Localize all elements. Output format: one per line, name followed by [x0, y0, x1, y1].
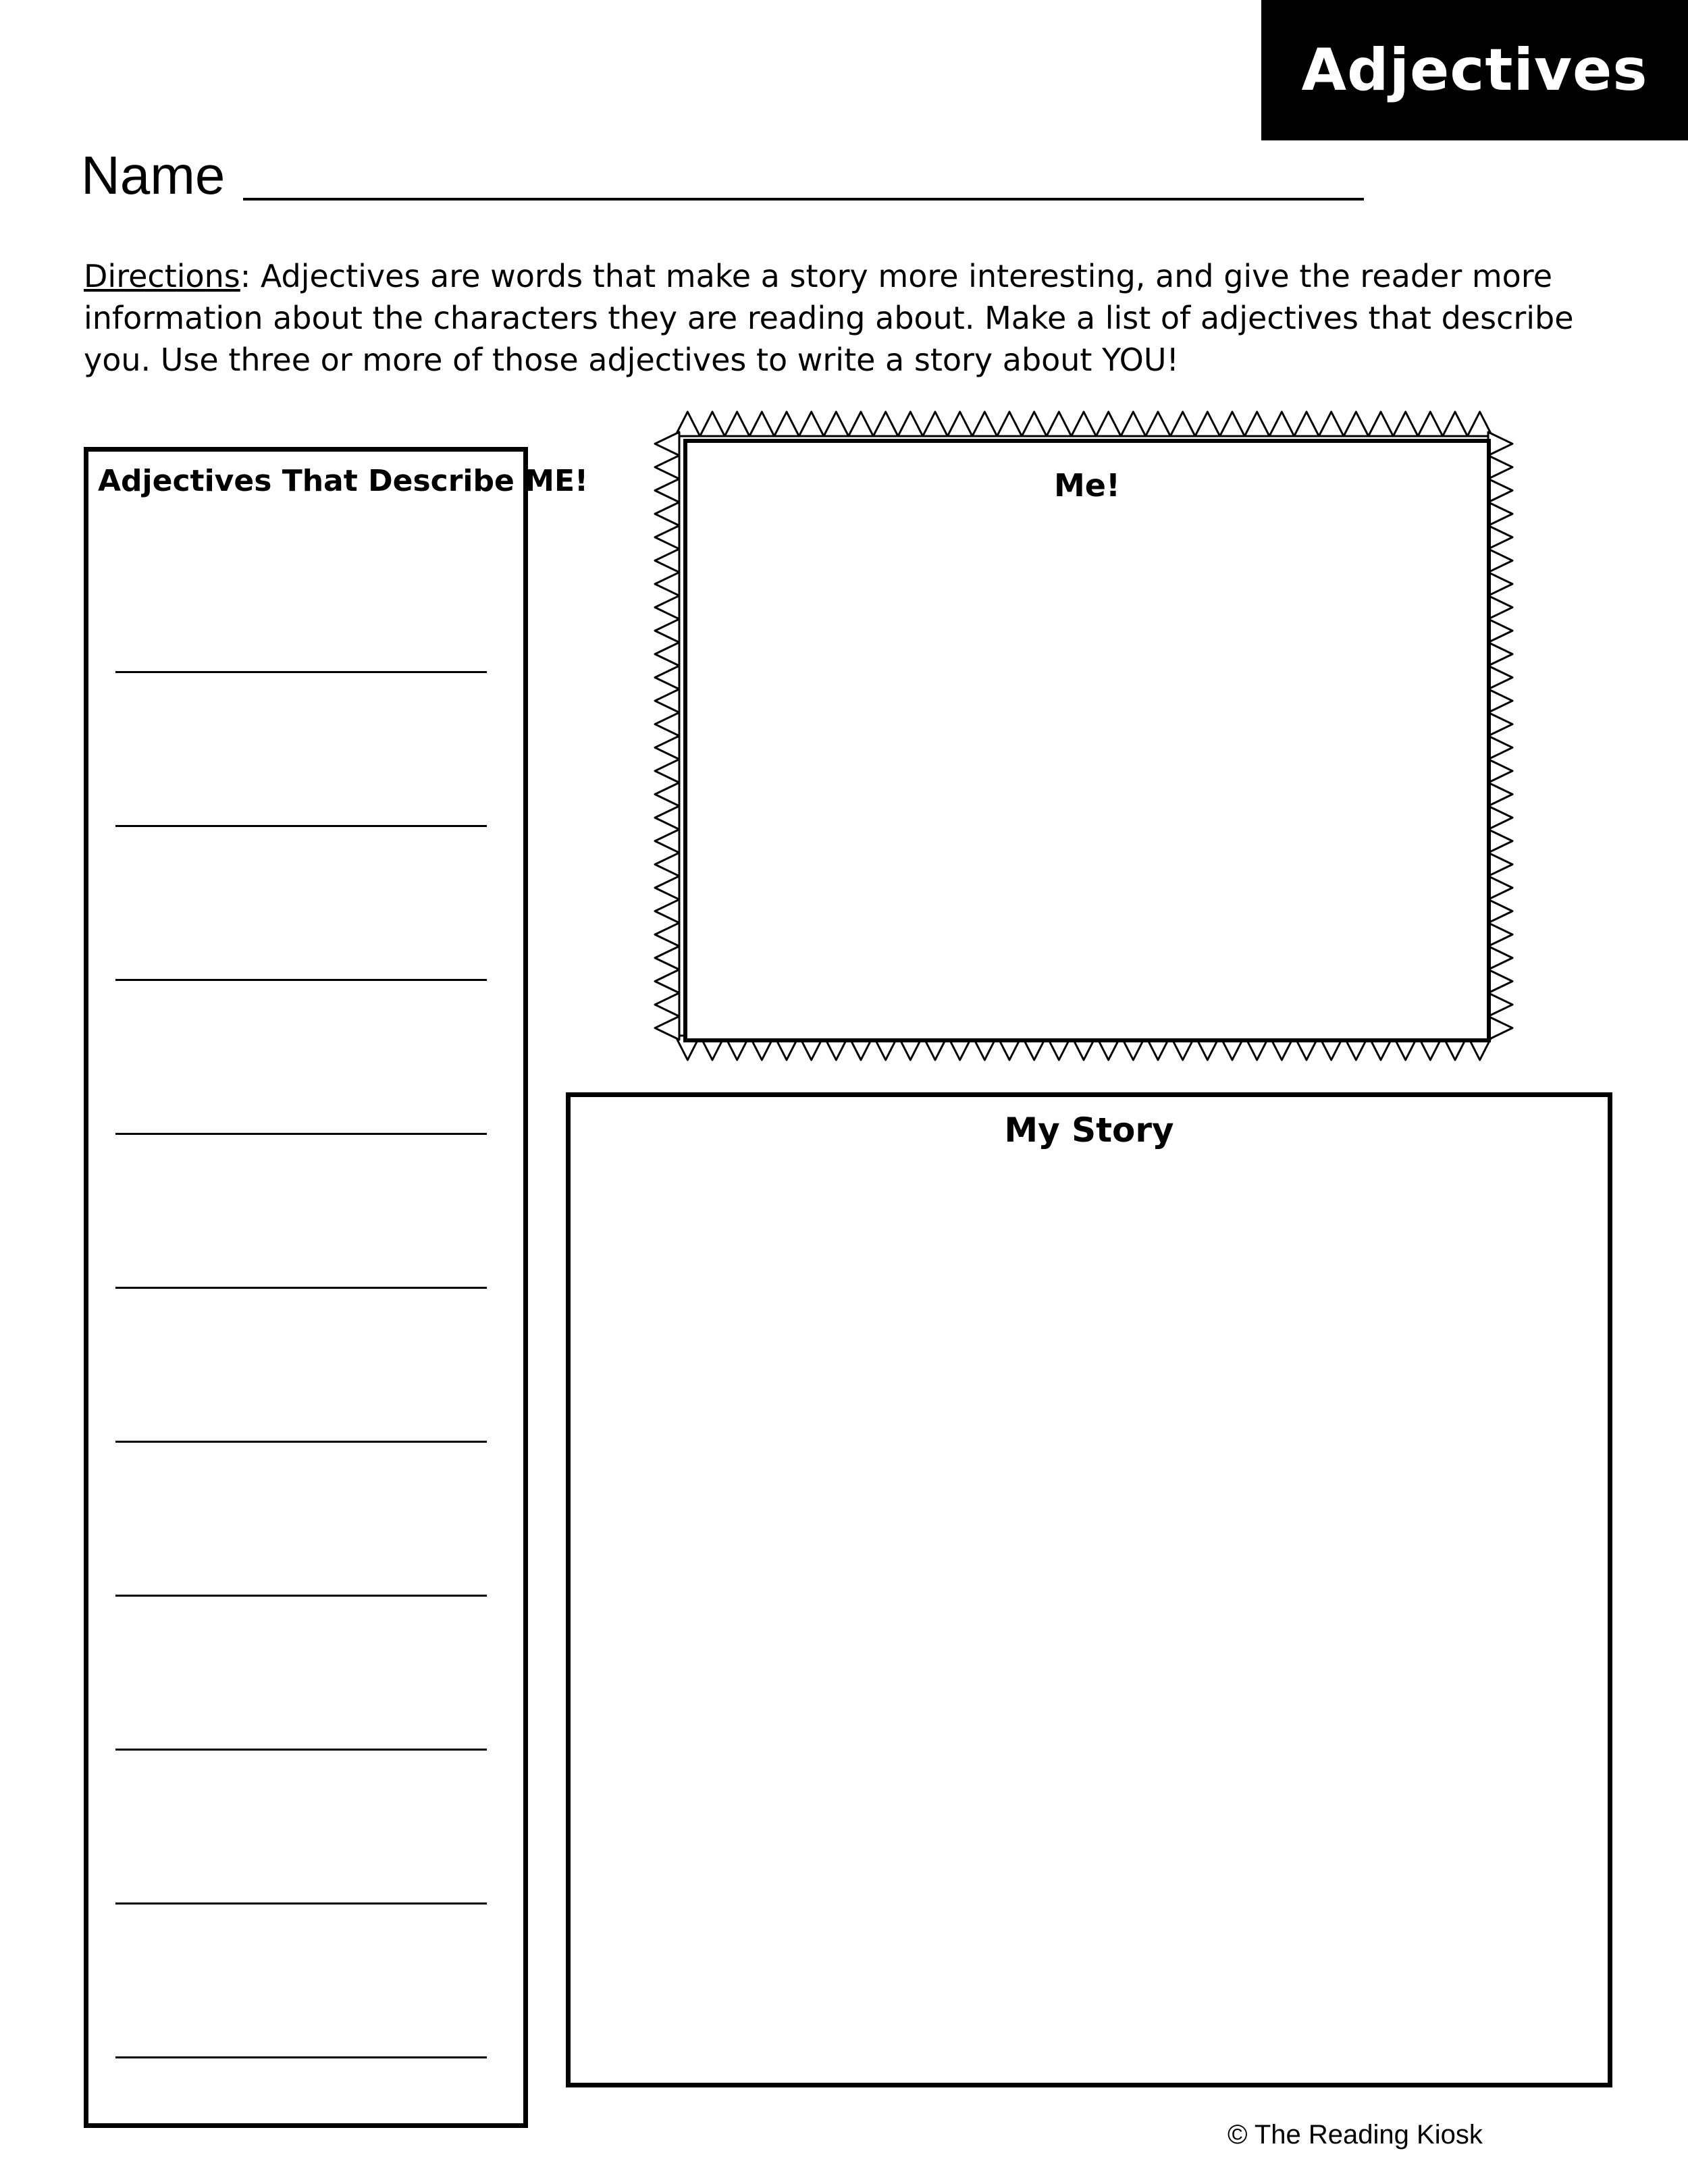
story-box-title: My Story [1004, 1111, 1174, 1150]
worksheet-title-tab [1261, 0, 1688, 140]
adjective-blank-line[interactable] [115, 2056, 487, 2058]
directions-text: : Adjectives are words that make a story more interesting, and give the reader more information about the characters they are reading about. Make a list of adjectives that describe you. Use three or more of those adjectives to write a story about YOU! [84, 258, 1574, 378]
directions-label: Directions [84, 258, 240, 294]
adjective-blank-line[interactable] [115, 1749, 487, 1751]
copyright-text: © The Reading Kiosk [1228, 2120, 1483, 2150]
adjective-blank-line[interactable] [115, 1133, 487, 1135]
adjective-blank-line[interactable] [115, 1441, 487, 1443]
name-blank-line[interactable] [243, 198, 1364, 201]
me-drawing-box[interactable] [683, 439, 1491, 1042]
my-story-box[interactable] [566, 1092, 1612, 2087]
worksheet-title: Adjectives [1301, 36, 1648, 104]
me-box-title: Me! [1054, 467, 1120, 504]
adjectives-panel [84, 447, 589, 2128]
adjective-blank-line[interactable] [115, 671, 487, 673]
adjective-blank-line[interactable] [115, 1287, 487, 1289]
adjective-blank-line[interactable] [115, 1902, 487, 1905]
directions-paragraph [84, 255, 1589, 381]
adjective-blank-line[interactable] [115, 979, 487, 981]
adjective-blank-line[interactable] [115, 1595, 487, 1597]
name-label: Name [81, 145, 226, 205]
adjectives-panel-title: Adjectives That Describe ME! [98, 464, 589, 498]
adjective-blank-line[interactable] [115, 825, 487, 827]
